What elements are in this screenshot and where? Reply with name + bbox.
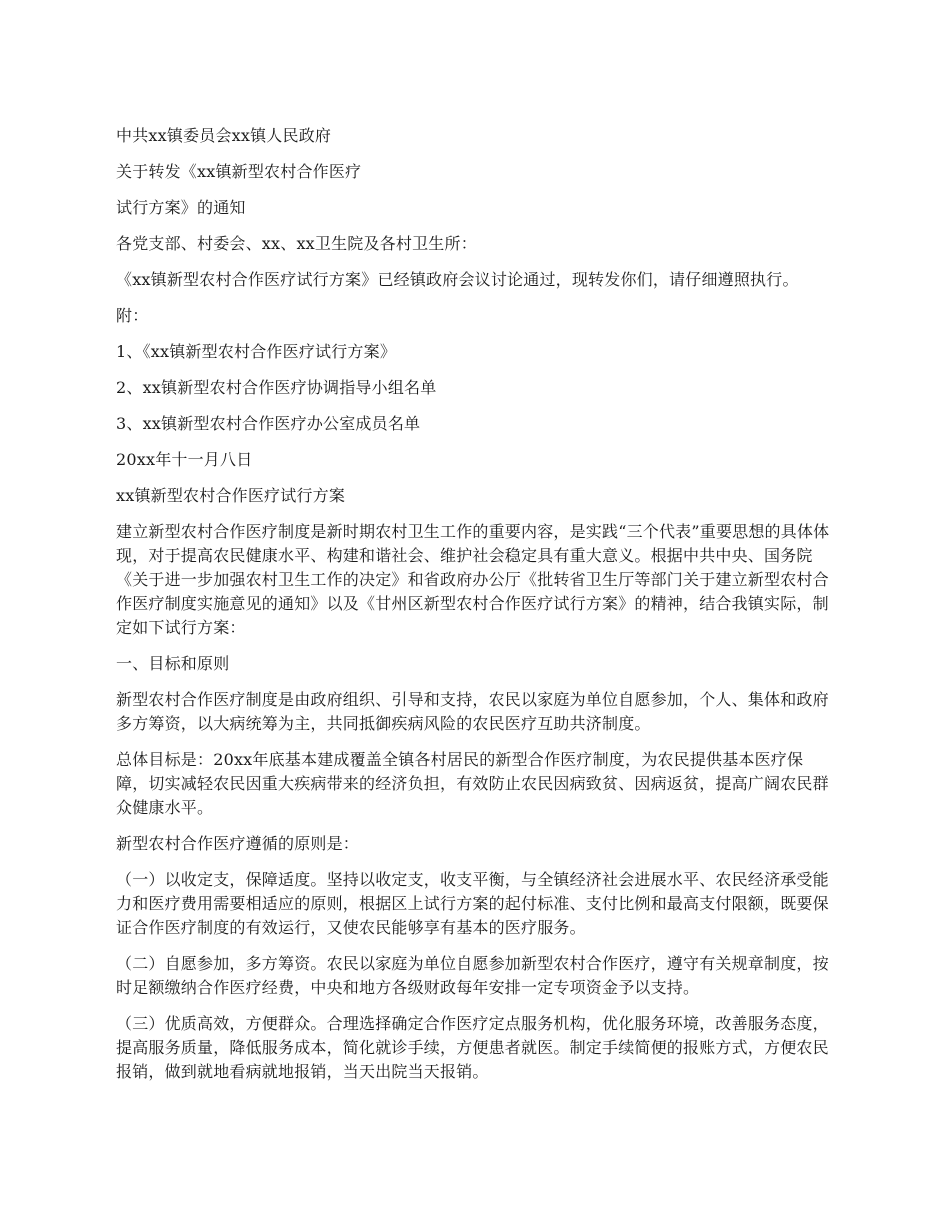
attachment-item-3: 3、xx镇新型农村合作医疗办公室成员名单: [116, 414, 421, 433]
attachment-item-1: 1、《xx镇新型农村合作医疗试行方案》: [116, 342, 397, 361]
header-line-2: 关于转发《xx镇新型农村合作医疗: [116, 162, 362, 181]
attachment-label: 附：: [116, 306, 149, 325]
header-line-1: 中共xx镇委员会xx镇人民政府: [116, 126, 332, 145]
salutation: 各党支部、村委会、xx、xx卫生院及各村卫生所：: [116, 234, 477, 253]
plan-title: xx镇新型农村合作医疗试行方案: [116, 486, 346, 505]
principles-intro: 新型农村合作医疗遵循的原则是：: [116, 834, 360, 853]
background-paragraph: 建立新型农村合作医疗制度是新时期农村卫生工作的重要内容，是实践“三个代表”重要思想的具体体现，对于提高农民健康水平、构建和谐社会、维护社会稳定具有重大意义。根据中共中央、国务院《关于进一步加强农村卫生工作的决定》和省政府办公厅《批转省卫生厅等部门关于建立新型农村合作医疗制度实施意见的通知》以及《甘州区新型农村合作医疗试行方案》的精神，结合我镇实际，制定如下试行方案：: [116, 522, 830, 637]
definition-paragraph: 新型农村合作医疗制度是由政府组织、引导和支持，农民以家庭为单位自愿参加，个人、集体和政府多方筹资，以大病统筹为主，共同抵御疾病风险的农民医疗互助共济制度。: [116, 690, 829, 733]
issue-date: 20xx年十一月八日: [116, 450, 253, 469]
goal-paragraph: 总体目标是：20xx年底基本建成覆盖全镇各村居民的新型合作医疗制度，为农民提供基本医疗保障，切实减轻农民因重大疾病带来的经济负担，有效防止农民因病致贫、因病返贫，提高广阔农民群众健康水平。: [116, 750, 829, 817]
section-1-title: 一、目标和原则: [116, 654, 230, 673]
principle-1: （一）以收定支，保障适度。坚持以收定支，收支平衡，与全镇经济社会进展水平、农民经济承受能力和医疗费用需要相适应的原则，根据区上试行方案的起付标准、支付比例和最高支付限额，既要保证合作医疗制度的有效运行，又使农民能够享有基本的医疗服务。: [116, 870, 829, 937]
attachment-item-2: 2、xx镇新型农村合作医疗协调指导小组名单: [116, 378, 437, 397]
header-line-3: 试行方案》的通知: [116, 198, 246, 217]
document-body: [116, 124, 834, 1084]
principle-3: （三）优质高效，方便群众。合理选择确定合作医疗定点服务机构，优化服务环境，改善服务态度，提高服务质量，降低服务成本，简化就诊手续，方便患者就医。制定手续简便的报账方式，方便农民报销，做到就地看病就地报销，当天出院当天报销。: [116, 1014, 829, 1081]
principle-2: （二）自愿参加，多方筹资。农民以家庭为单位自愿参加新型农村合作医疗，遵守有关规章制度，按时足额缴纳合作医疗经费，中央和地方各级财政每年安排一定专项资金予以支持。: [116, 954, 829, 997]
intro-paragraph: 《xx镇新型农村合作医疗试行方案》已经镇政府会议讨论通过，现转发你们，请仔细遵照执行。: [116, 270, 799, 289]
